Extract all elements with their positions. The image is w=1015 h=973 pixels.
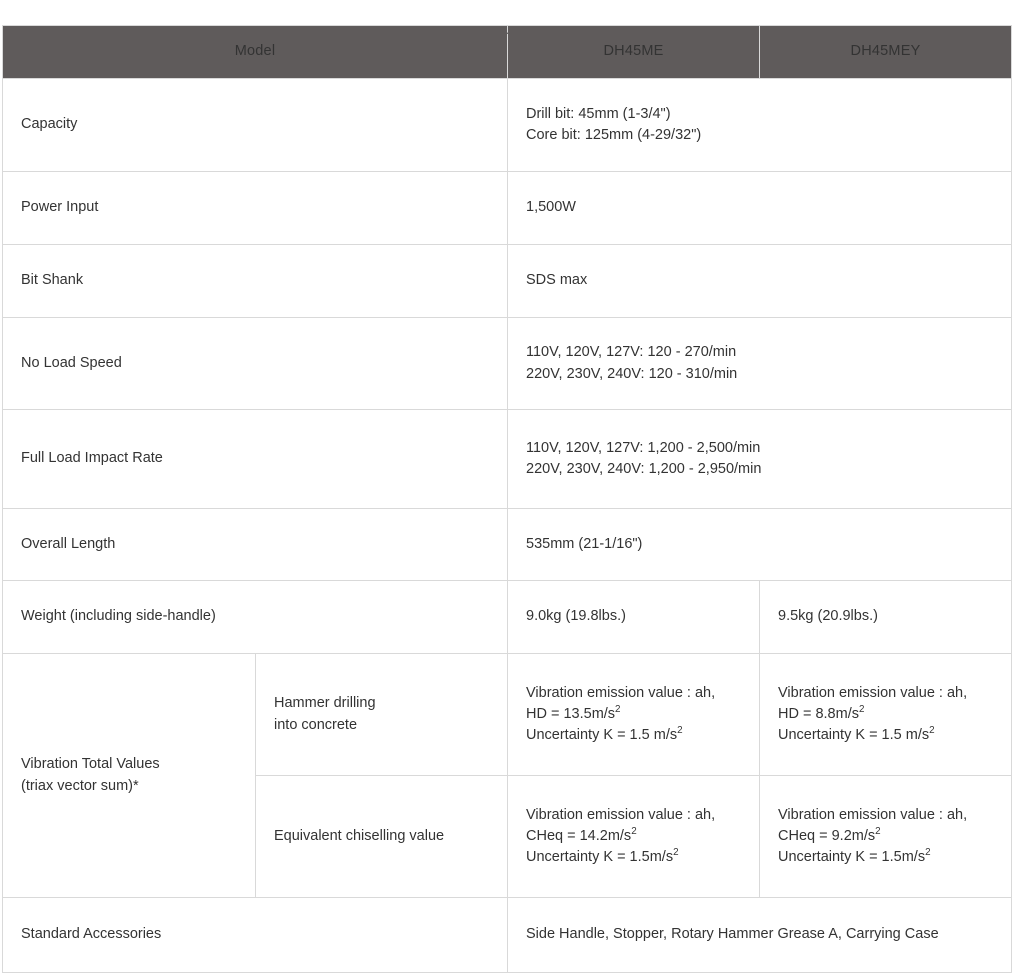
row-value-standard-accessories: Side Handle, Stopper, Rotary Hammer Grease A, Carrying Case — [508, 898, 1012, 973]
header-model: Model — [3, 26, 508, 79]
hammer-dh45mey-uncertainty: Uncertainty K = 1.5 m/s — [778, 727, 930, 743]
hammer-dh45me-hd-sup: 2 — [615, 704, 621, 716]
row-value-no-load-speed — [508, 318, 1012, 410]
sub-label-hammer-drilling — [256, 654, 508, 776]
chiselling-dh45mey-cheq-sup: 2 — [875, 826, 881, 838]
table-row — [3, 581, 1012, 654]
table-row — [3, 898, 1012, 973]
hammer-drilling-line-2: into concrete — [274, 716, 358, 733]
hammer-dh45me-uncertainty-sup: 2 — [677, 725, 683, 737]
row-value-weight-dh45me: 9.0kg (19.8lbs.) — [508, 581, 760, 654]
chiselling-dh45me-line-1: Vibration emission value : ah, — [526, 806, 716, 823]
chiselling-dh45me-cheq-value: CHeq = 14.2m/s — [526, 827, 632, 844]
hammer-dh45mey-line-3 — [778, 725, 1011, 746]
row-value-power-input: 1,500W — [508, 172, 1012, 245]
sub-label-equivalent-chiselling: Equivalent chiselling value — [256, 776, 508, 898]
table-row — [3, 318, 1012, 410]
table-row — [3, 654, 1012, 776]
table-body — [3, 79, 1012, 973]
row-label-full-load-impact-rate: Full Load Impact Rate — [3, 410, 508, 509]
row-label-standard-accessories: Standard Accessories — [3, 898, 508, 973]
table-row — [3, 172, 1012, 245]
chiselling-dh45me-line-3 — [526, 847, 759, 868]
no-load-speed-line-2: 220V, 230V, 240V: 120 - 310/min — [526, 365, 738, 382]
table-row — [3, 79, 1012, 172]
chiselling-dh45mey-uncertainty-sup: 2 — [925, 847, 931, 859]
chiselling-dh45mey-line-1: Vibration emission value : ah, — [778, 806, 968, 823]
row-value-full-load-impact-rate — [508, 410, 1012, 509]
no-load-speed-line-1: 110V, 120V, 127V: 120 - 270/min — [526, 344, 737, 361]
chiselling-dh45mey-cheq-value: CHeq = 9.2m/s — [778, 827, 876, 844]
specifications-table — [2, 25, 1012, 973]
table-row — [3, 245, 1012, 318]
row-value-overall-length: 535mm (21-1/16") — [508, 509, 1012, 581]
vibration-label-line-2: (triax vector sum)* — [21, 777, 139, 794]
row-value-bit-shank: SDS max — [508, 245, 1012, 318]
hammer-dh45me-line-2 — [526, 704, 759, 725]
chiselling-dh45mey-uncertainty: Uncertainty K = 1.5m/s — [778, 849, 926, 865]
hammer-dh45mey-line-2 — [778, 704, 1011, 725]
row-label-no-load-speed: No Load Speed — [3, 318, 508, 410]
capacity-drill-bit: Drill bit: 45mm (1-3/4") — [526, 105, 671, 122]
impact-rate-line-1: 110V, 120V, 127V: 1,200 - 2,500/min — [526, 439, 761, 456]
table-row — [3, 509, 1012, 581]
chiselling-dh45mey-line-2 — [778, 826, 1011, 847]
hammer-dh45me-uncertainty: Uncertainty K = 1.5 m/s — [526, 727, 678, 743]
specification-page — [0, 25, 1015, 943]
top-note: · — [505, 25, 510, 40]
chiselling-dh45me-uncertainty: Uncertainty K = 1.5m/s — [526, 849, 674, 865]
hammer-dh45mey-hd-sup: 2 — [858, 704, 865, 716]
row-value-capacity — [508, 79, 1012, 172]
hammer-dh45me-hd-value: HD = 13.5m/s — [526, 705, 616, 722]
capacity-core-bit: Core bit: 125mm (4-29/32") — [526, 127, 702, 143]
vibration-chiselling-dh45mey — [760, 776, 1012, 898]
hammer-dh45mey-line-1: Vibration emission value : ah, — [778, 684, 968, 701]
chiselling-dh45me-line-2 — [526, 826, 759, 847]
row-label-overall-length: Overall Length — [3, 509, 508, 581]
row-label-weight: Weight (including side-handle) — [3, 581, 508, 654]
hammer-drilling-line-1: Hammer drilling — [274, 695, 376, 712]
table-row — [3, 410, 1012, 509]
header-dh45mey: DH45MEY — [760, 26, 1012, 79]
chiselling-dh45me-cheq-sup: 2 — [631, 826, 637, 838]
vibration-hammer-dh45me — [508, 654, 760, 776]
row-value-weight-dh45mey: 9.5kg (20.9lbs.) — [760, 581, 1012, 654]
hammer-dh45me-line-3 — [526, 725, 759, 746]
hammer-dh45me-line-1: Vibration emission value : ah, — [526, 684, 716, 701]
impact-rate-line-2: 220V, 230V, 240V: 1,200 - 2,950/min — [526, 461, 762, 477]
vibration-chiselling-dh45me — [508, 776, 760, 898]
vibration-label-line-1: Vibration Total Values — [21, 756, 160, 773]
chiselling-dh45me-uncertainty-sup: 2 — [673, 847, 679, 859]
chiselling-dh45mey-line-3 — [778, 847, 1011, 868]
hammer-dh45mey-uncertainty-sup: 2 — [929, 725, 935, 737]
row-label-capacity: Capacity — [3, 79, 508, 172]
header-dh45me: DH45ME — [508, 26, 760, 79]
hammer-dh45mey-hd-value: HD = 8.8m/s — [778, 705, 859, 722]
row-label-power-input: Power Input — [3, 172, 508, 245]
vibration-hammer-dh45mey — [760, 654, 1012, 776]
row-label-vibration-total-values — [3, 654, 256, 898]
row-label-bit-shank: Bit Shank — [3, 245, 508, 318]
